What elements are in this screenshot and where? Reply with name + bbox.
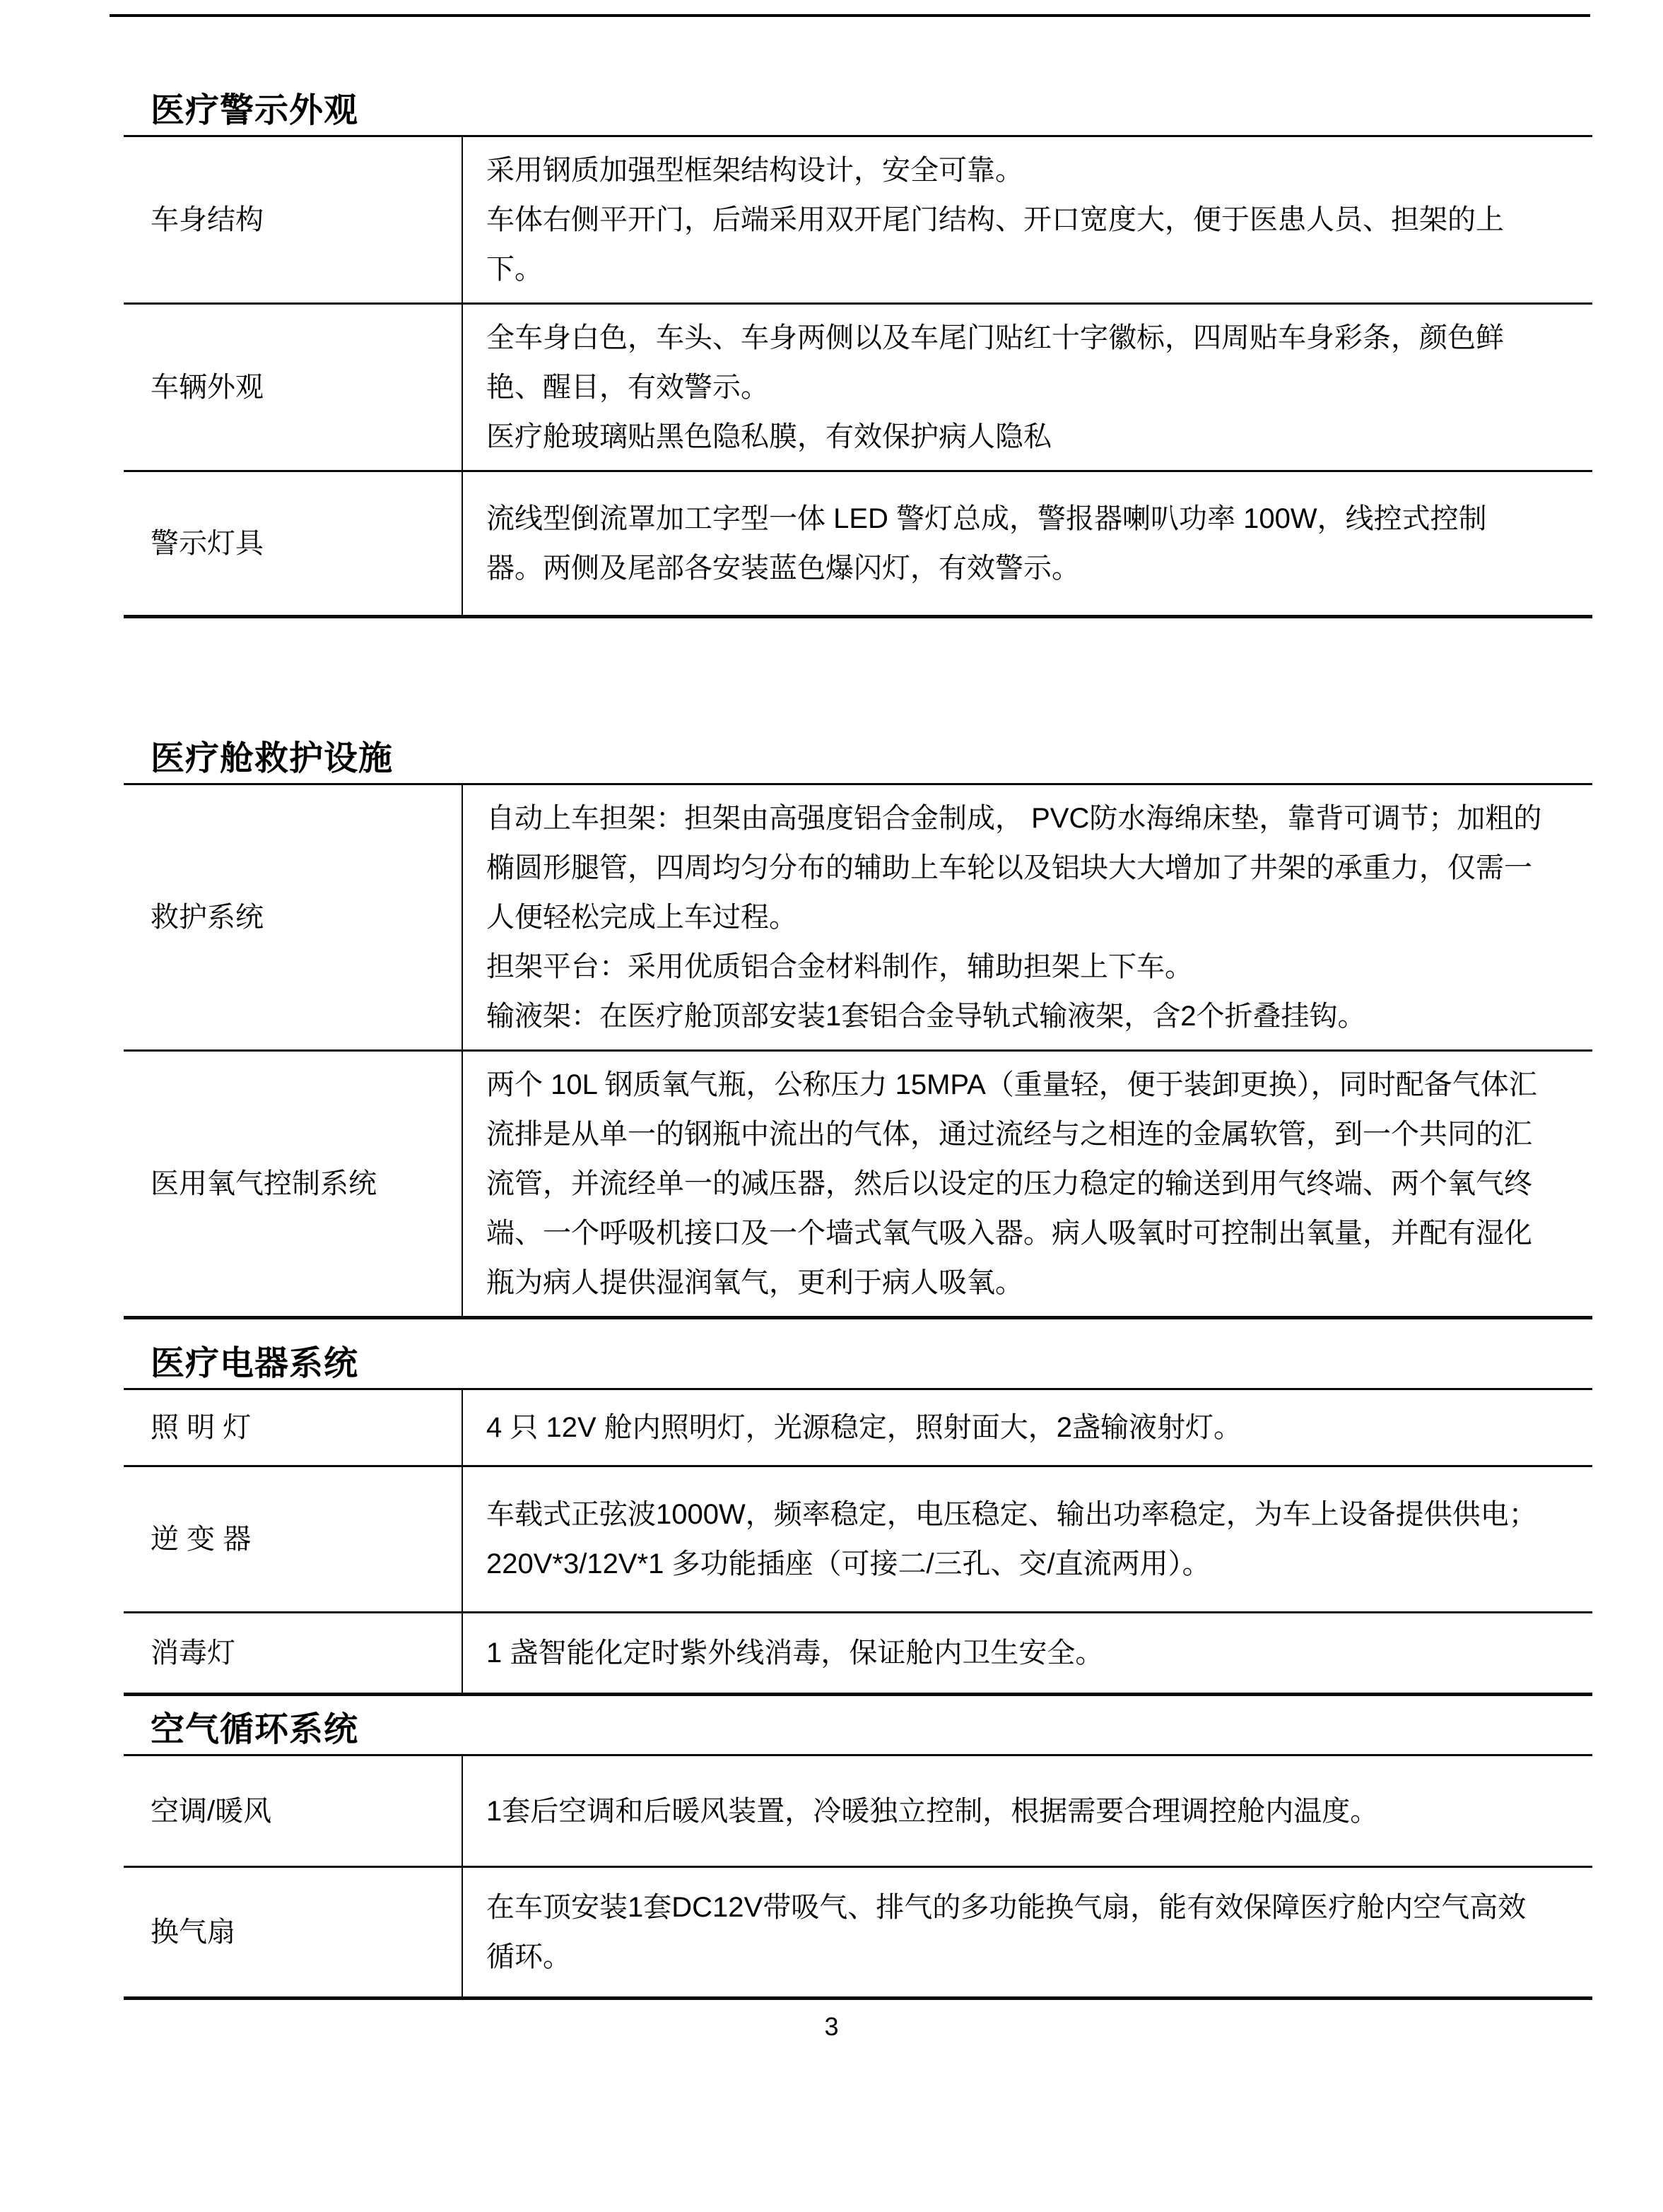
table-row bbox=[124, 470, 1592, 615]
spec-paragraph: 全车身白色，车头、车身两侧以及车尾门贴红十字徽标，四周贴车身彩条，颜色鲜艳、醒目，有效警示。 bbox=[486, 322, 1504, 403]
row-label: 空调/暖风 bbox=[124, 1756, 463, 1866]
spec-paragraph: 1套后空调和后暖风装置，冷暖独立控制，根据需要合理调控舱内温度。 bbox=[486, 1795, 1379, 1827]
table-row bbox=[124, 1611, 1592, 1693]
spec-table bbox=[124, 1754, 1592, 2000]
spec-paragraph: 4 只 12V 舱内照明灯，光源稳定，照射面大，2盏输液射灯。 bbox=[486, 1412, 1242, 1443]
row-label: 照 明 灯 bbox=[124, 1390, 463, 1465]
section-warning-appearance bbox=[124, 91, 1592, 618]
row-label: 车辆外观 bbox=[124, 305, 463, 470]
row-content bbox=[463, 1052, 1592, 1316]
spec-table bbox=[124, 135, 1592, 618]
spec-paragraph: 输液架：在医疗舱顶部安装1套铝合金导轨式输液架，含2个折叠挂钩。 bbox=[486, 1001, 1366, 1032]
row-label: 救护系统 bbox=[124, 785, 463, 1049]
spec-table bbox=[124, 783, 1592, 1319]
table-row bbox=[124, 1049, 1592, 1316]
table-row bbox=[124, 1465, 1592, 1611]
spec-paragraph: 担架平台：采用优质铝合金材料制作，辅助担架上下车。 bbox=[486, 951, 1193, 982]
row-label: 医用氧气控制系统 bbox=[124, 1052, 463, 1316]
row-label: 消毒灯 bbox=[124, 1613, 463, 1693]
row-label: 逆 变 器 bbox=[124, 1467, 463, 1611]
spec-table bbox=[124, 1388, 1592, 1696]
row-label: 换气扇 bbox=[124, 1868, 463, 1996]
table-row bbox=[124, 1866, 1592, 1996]
section-title: 医疗警示外观 bbox=[151, 92, 359, 129]
section-title: 医疗电器系统 bbox=[151, 1345, 359, 1382]
row-content bbox=[463, 137, 1592, 302]
spec-paragraph: 车载式正弦波1000W，频率稳定，电压稳定、输出功率稳定，为车上设备提供供电；220V*3/12V*1 多功能插座（可接二/三孔、交/直流两用）。 bbox=[486, 1499, 1537, 1579]
section-rescue-facilities bbox=[124, 739, 1592, 1319]
row-label: 警示灯具 bbox=[124, 472, 463, 615]
table-row bbox=[124, 137, 1592, 302]
row-content bbox=[463, 305, 1592, 470]
spec-paragraph: 医疗舱玻璃贴黑色隐私膜，有效保护病人隐私 bbox=[486, 421, 1052, 452]
page-number: 3 bbox=[824, 2012, 839, 2041]
spec-paragraph: 1 盏智能化定时紫外线消毒，保证舱内卫生安全。 bbox=[486, 1637, 1104, 1669]
spec-paragraph: 采用钢质加强型框架结构设计，安全可靠。 bbox=[486, 155, 1023, 186]
page-top-rule bbox=[110, 14, 1590, 17]
row-content bbox=[463, 472, 1592, 615]
row-content bbox=[463, 1613, 1592, 1693]
row-content bbox=[463, 785, 1592, 1049]
row-content bbox=[463, 1868, 1592, 1996]
spec-paragraph: 两个 10L 钢质氧气瓶，公称压力 15MPA（重量轻，便于装卸更换），同时配备气体汇流排是从单一的钢瓶中流出的气体，通过流经与之相连的金属软管，到一个共同的汇流管，并流经单一的减压器，然后以设定的压力稳定的输送到用气终端、两个氧气终端、一个呼吸机接口及一个墙式氧气吸入器。病人吸氧时可控制出氧量，并配有湿化瓶为病人提供湿润氧气，更利于病人吸氧。 bbox=[486, 1069, 1537, 1298]
section-title: 医疗舱救护设施 bbox=[151, 740, 394, 777]
row-content bbox=[463, 1390, 1592, 1465]
spec-paragraph: 在车顶安装1套DC12V带吸气、排气的多功能换气扇，能有效保障医疗舱内空气高效循环。 bbox=[486, 1892, 1527, 1972]
section-title: 空气循环系统 bbox=[151, 1711, 359, 1748]
spec-paragraph: 流线型倒流罩加工字型一体 LED 警灯总成，警报器喇叭功率 100W，线控式控制器。两侧及尾部各安装蓝色爆闪灯，有效警示。 bbox=[486, 503, 1487, 584]
row-label: 车身结构 bbox=[124, 137, 463, 302]
table-row bbox=[124, 785, 1592, 1049]
section-electrical-system bbox=[124, 1344, 1592, 1696]
spec-paragraph: 自动上车担架：担架由高强度铝合金制成， PVC防水海绵床垫，靠背可调节；加粗的椭圆形腿管，四周均匀分布的辅助上车轮以及铝块大大增加了井架的承重力，仅需一人便轻松完成上车过程。 bbox=[486, 803, 1542, 933]
table-row bbox=[124, 302, 1592, 470]
section-air-circulation bbox=[124, 1710, 1592, 2000]
table-row bbox=[124, 1390, 1592, 1465]
row-content bbox=[463, 1756, 1592, 1866]
table-row bbox=[124, 1756, 1592, 1866]
spec-paragraph: 车体右侧平开门，后端采用双开尾门结构、开口宽度大，便于医患人员、担架的上下。 bbox=[486, 204, 1504, 285]
row-content bbox=[463, 1467, 1592, 1611]
